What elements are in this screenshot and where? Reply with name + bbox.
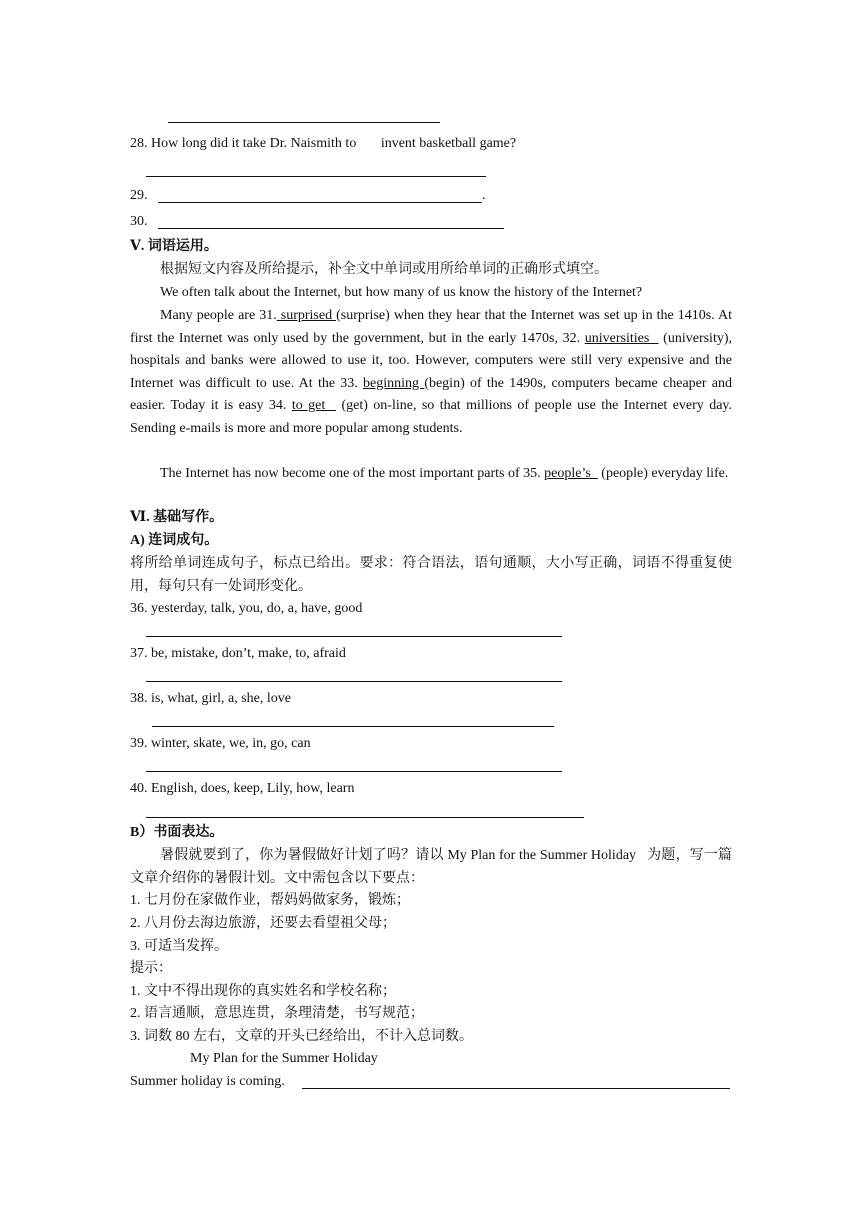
- question-29-period: .: [482, 188, 486, 203]
- point-1: 1. 七月份在家做作业，帮妈妈做家务，锻炼；: [130, 893, 410, 908]
- answer-line-30[interactable]: [158, 228, 504, 229]
- passage-text: (university), hospitals and banks were allowed to use it, too. However, computers were still very expensive and the Internet was difficult to use. At the 33.: [130, 330, 732, 391]
- part-b-title: B）书面表达。: [130, 825, 224, 840]
- section-5-title: Ⅴ. 词语运用。: [130, 239, 218, 254]
- question-30: [130, 211, 732, 234]
- part-a-title: A) 连词成句。: [130, 533, 219, 548]
- passage-text: (people) everyday life.: [597, 466, 729, 481]
- tip-3: 3. 词数 80 左右，文章的开头已经给出，不计入总词数。: [130, 1029, 473, 1044]
- answer-line-28[interactable]: [146, 176, 486, 177]
- answer-33[interactable]: beginning: [363, 375, 425, 391]
- answer-line-38[interactable]: [152, 726, 554, 727]
- question-36: 36. yesterday, talk, you, do, a, have, good: [130, 601, 363, 616]
- passage-text: Many people are 31.: [160, 308, 277, 323]
- answer-32[interactable]: universities: [584, 330, 659, 346]
- tip-1: 1. 文中不得出现你的真实姓名和学校名称；: [130, 984, 396, 999]
- tip-2: 2. 语言通顺，意思连贯，条理清楚，书写规范；: [130, 1006, 424, 1021]
- essay-answer-line[interactable]: [302, 1088, 730, 1089]
- point-3: 3. 可适当发挥。: [130, 939, 228, 954]
- answer-line-40[interactable]: [146, 817, 584, 818]
- passage-text: (surprise) when they hear that the Internet was set up in the 1410s. At first the Internet was only used by the government, but in the early 1470s, 32.: [130, 308, 732, 346]
- passage-paragraph-3: [130, 463, 732, 486]
- answer-line-29[interactable]: [158, 202, 482, 203]
- question-39: 39. winter, skate, we, in, go, can: [130, 736, 311, 751]
- answer-line-37[interactable]: [146, 681, 562, 682]
- tips-label: 提示：: [130, 961, 172, 976]
- question-30-number: 30.: [130, 214, 148, 229]
- passage-text: (begin) of the 1490s, computers became cheaper and easier. Today it is easy 34.: [130, 375, 732, 414]
- answer-line-39[interactable]: [146, 771, 562, 772]
- section-6-title: Ⅵ. 基础写作。: [130, 510, 224, 525]
- answer-line-27[interactable]: [168, 122, 440, 123]
- answer-35[interactable]: people’s: [544, 466, 598, 481]
- question-29-number: 29.: [130, 188, 148, 203]
- essay-start: Summer holiday is coming.: [130, 1074, 285, 1089]
- question-38: 38. is, what, girl, a, she, love: [130, 691, 291, 706]
- passage-paragraph-2: [130, 305, 732, 441]
- question-40: 40. English, does, keep, Lily, how, learn: [130, 781, 355, 796]
- question-29: [130, 185, 732, 208]
- passage-text: (get) on-line, so that millions of people use the Internet every day. Sending e-mails is more and more popular among students.: [130, 398, 732, 436]
- answer-34[interactable]: to get: [291, 398, 337, 414]
- answer-line-36[interactable]: [146, 636, 562, 637]
- section-5-instruction: 根据短文内容及所给提示，补全文中单词或用所给单词的正确形式填空。: [160, 262, 608, 277]
- part-b-intro: 暑假就要到了，你为暑假做好计划了吗？请以 My Plan for the Summer Holiday 为题，写一篇文章介绍你的暑假计划。文中需包含以下要点：: [130, 848, 732, 886]
- question-28: 28. How long did it take Dr. Naismith to invent basketball game?: [130, 136, 517, 151]
- point-2: 2. 八月份去海边旅游，还要去看望祖父母；: [130, 916, 396, 931]
- passage-paragraph-1: We often talk about the Internet, but how many of us know the history of the Internet?: [160, 285, 643, 300]
- answer-31[interactable]: surprised: [276, 308, 337, 323]
- passage-text: The Internet has now become one of the most important parts of 35.: [160, 466, 545, 481]
- question-37: 37. be, mistake, don’t, make, to, afraid: [130, 646, 346, 661]
- essay-title: My Plan for the Summer Holiday: [190, 1051, 378, 1066]
- part-a-instruction: 将所给单词连成句子，标点已给出。要求：符合语法，语句通顺，大小写正确，词语不得重复使用，每句只有一处词形变化。: [130, 556, 732, 594]
